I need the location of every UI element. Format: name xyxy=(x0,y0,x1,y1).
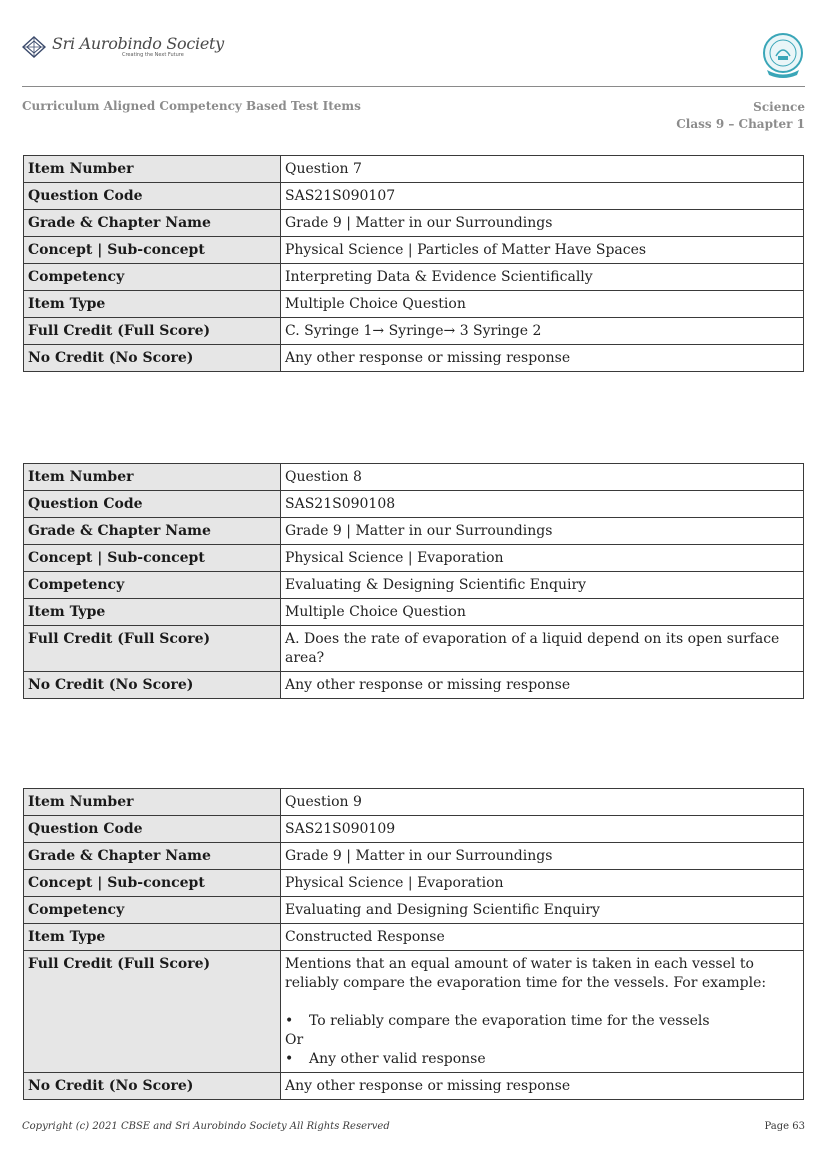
table-row xyxy=(24,183,804,210)
class-chapter: Class 9 – Chapter 1 xyxy=(676,117,805,131)
competency: Interpreting Data & Evidence Scientifically xyxy=(281,264,804,291)
table-row xyxy=(24,572,804,599)
row-label: Full Credit (Full Score) xyxy=(24,626,281,672)
row-label: No Credit (No Score) xyxy=(24,672,281,699)
table-row xyxy=(24,843,804,870)
competency: Evaluating & Designing Scientific Enquiry xyxy=(281,572,804,599)
doc-title: Curriculum Aligned Competency Based Test Items xyxy=(22,99,361,113)
full-credit: C. Syringe 1→ Syringe→ 3 Syringe 2 xyxy=(281,318,804,345)
table-row xyxy=(24,870,804,897)
question-code: SAS21S090108 xyxy=(281,491,804,518)
table-row xyxy=(24,518,804,545)
page-header xyxy=(22,30,805,86)
table-row xyxy=(24,599,804,626)
competency: Evaluating and Designing Scientific Enquiry xyxy=(281,897,804,924)
row-label: Grade & Chapter Name xyxy=(24,843,281,870)
copyright: Copyright (c) 2021 CBSE and Sri Aurobindo Society All Rights Reserved xyxy=(22,1121,390,1132)
row-label: Item Number xyxy=(24,464,281,491)
bullet-symbol: • xyxy=(285,1013,294,1029)
document-subheader xyxy=(22,97,805,133)
bullet-symbol: • xyxy=(285,1051,294,1067)
row-label: Question Code xyxy=(24,491,281,518)
question-code: SAS21S090107 xyxy=(281,183,804,210)
table-row xyxy=(24,210,804,237)
row-label: Grade & Chapter Name xyxy=(24,518,281,545)
no-credit: Any other response or missing response xyxy=(281,1073,804,1100)
cbse-seal-icon xyxy=(761,32,805,80)
table-row xyxy=(24,1073,804,1100)
table-row xyxy=(24,672,804,699)
subject: Science xyxy=(753,100,805,114)
org-name: Sri Aurobindo Society xyxy=(52,34,224,53)
page-number: Page 63 xyxy=(764,1121,805,1132)
row-label: Full Credit (Full Score) xyxy=(24,318,281,345)
table-row xyxy=(24,264,804,291)
row-label: Question Code xyxy=(24,183,281,210)
row-label: Grade & Chapter Name xyxy=(24,210,281,237)
list-item xyxy=(285,1050,799,1069)
full-credit xyxy=(281,951,804,1073)
table-row xyxy=(24,789,804,816)
row-label: Competency xyxy=(24,897,281,924)
row-label: Item Number xyxy=(24,789,281,816)
item-number: Question 8 xyxy=(281,464,804,491)
row-label: Competency xyxy=(24,264,281,291)
concept: Physical Science | Particles of Matter Have Spaces xyxy=(281,237,804,264)
list-item xyxy=(285,1012,799,1031)
item-type: Multiple Choice Question xyxy=(281,291,804,318)
row-label: Concept | Sub-concept xyxy=(24,237,281,264)
row-label: No Credit (No Score) xyxy=(24,1073,281,1100)
table-row xyxy=(24,156,804,183)
row-label: Item Number xyxy=(24,156,281,183)
no-credit: Any other response or missing response xyxy=(281,345,804,372)
concept: Physical Science | Evaporation xyxy=(281,545,804,572)
table-row xyxy=(24,924,804,951)
row-label: Competency xyxy=(24,572,281,599)
table-row xyxy=(24,291,804,318)
org-tagline: Creating the Next Future xyxy=(122,52,184,58)
table-row xyxy=(24,897,804,924)
full-credit-or: Or xyxy=(285,1032,304,1048)
row-label: Item Type xyxy=(24,291,281,318)
row-label: Question Code xyxy=(24,816,281,843)
subject-info xyxy=(676,99,805,133)
table-row xyxy=(24,318,804,345)
row-label: Full Credit (Full Score) xyxy=(24,951,281,1073)
item-table-question-7 xyxy=(23,155,804,372)
item-table-question-8 xyxy=(23,463,804,699)
full-credit-bullet: To reliably compare the evaporation time for the vessels xyxy=(309,1013,710,1029)
item-number: Question 9 xyxy=(281,789,804,816)
no-credit: Any other response or missing response xyxy=(281,672,804,699)
concept: Physical Science | Evaporation xyxy=(281,870,804,897)
item-type: Multiple Choice Question xyxy=(281,599,804,626)
row-label: Concept | Sub-concept xyxy=(24,545,281,572)
sri-aurobindo-society-logo xyxy=(22,36,224,58)
society-emblem-icon xyxy=(22,36,46,58)
grade-chapter: Grade 9 | Matter in our Surroundings xyxy=(281,843,804,870)
full-credit-bullet: Any other valid response xyxy=(309,1051,486,1067)
row-label: Item Type xyxy=(24,924,281,951)
item-number: Question 7 xyxy=(281,156,804,183)
item-type: Constructed Response xyxy=(281,924,804,951)
full-credit-intro: Mentions that an equal amount of water is taken in each vessel to reliably compare the evaporation time for the vessels. For example: xyxy=(285,956,767,991)
table-row xyxy=(24,464,804,491)
table-row xyxy=(24,491,804,518)
header-divider xyxy=(22,86,805,87)
table-row xyxy=(24,626,804,672)
table-row xyxy=(24,816,804,843)
question-code: SAS21S090109 xyxy=(281,816,804,843)
row-label: No Credit (No Score) xyxy=(24,345,281,372)
full-credit: A. Does the rate of evaporation of a liquid depend on its open surface area? xyxy=(281,626,804,672)
table-row xyxy=(24,345,804,372)
item-table-question-9 xyxy=(23,788,804,1100)
row-label: Concept | Sub-concept xyxy=(24,870,281,897)
table-row xyxy=(24,545,804,572)
table-row xyxy=(24,237,804,264)
row-label: Item Type xyxy=(24,599,281,626)
grade-chapter: Grade 9 | Matter in our Surroundings xyxy=(281,518,804,545)
table-row xyxy=(24,951,804,1073)
grade-chapter: Grade 9 | Matter in our Surroundings xyxy=(281,210,804,237)
